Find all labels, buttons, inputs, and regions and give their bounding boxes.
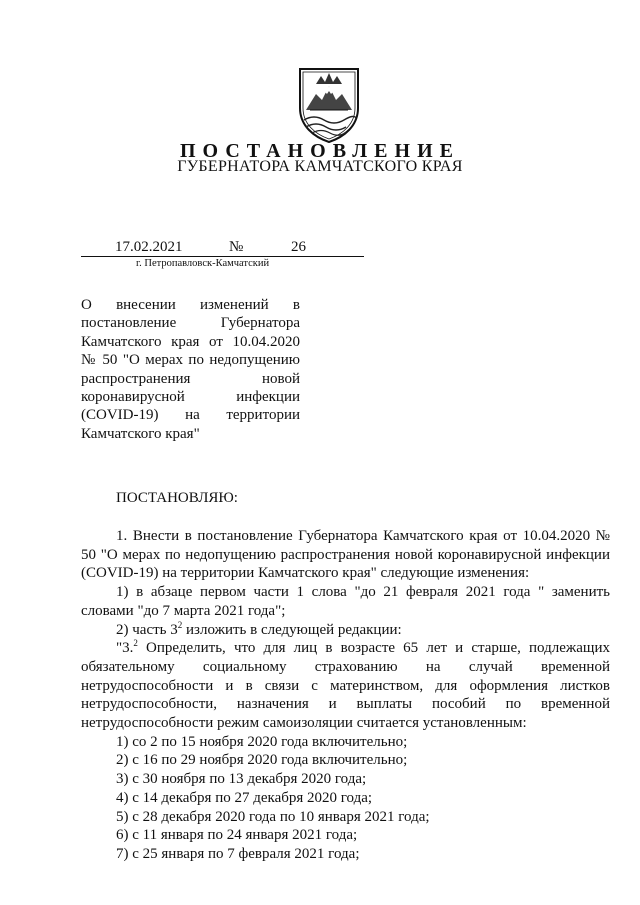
period-item: 7) с 25 января по 7 февраля 2021 года; bbox=[116, 845, 360, 862]
paragraph-3 bbox=[81, 621, 610, 640]
superscript: 2 bbox=[133, 638, 138, 649]
number-sign: № bbox=[229, 239, 244, 255]
paragraph-2: 1) в абзаце первом части 1 слова "до 21 февраля 2021 года " заменить словами "до 7 марта 2021 года"; bbox=[81, 584, 610, 619]
period-item: 6) с 11 января по 24 января 2021 года; bbox=[116, 827, 358, 844]
paragraph-3-text: 2) часть 3 bbox=[116, 621, 178, 638]
period-item: 3) с 30 ноября по 13 декабря 2020 года; bbox=[116, 771, 367, 788]
period-item: 4) с 14 декабря по 27 декабря 2020 года; bbox=[116, 789, 373, 806]
paragraph-4 bbox=[81, 639, 610, 733]
document-title: ПОСТАНОВЛЕНИЕ bbox=[180, 140, 460, 162]
document-date: 17.02.2021 bbox=[115, 239, 183, 255]
paragraph-1: 1. Внести в постановление Губернатора Камчатского края от 10.04.2020 № 50 "О мерах по недопущению распространения новой коронавирусной инфекции (COVID-19) на территории Камчатского края" следующие изменения: bbox=[81, 528, 610, 582]
document-subject: О внесении изменений в постановление Губернатора Камчатского края от 10.04.2020 № 50 "О мерах по недопущению распространения новой коронавирусной инфекции (COVID-19) на территории Камчатского края" bbox=[81, 297, 300, 442]
paragraph-3-tail: изложить в следующей редакции: bbox=[182, 621, 402, 638]
period-item: 2) с 16 по 29 ноября 2020 года включительно; bbox=[116, 752, 408, 769]
period-item: 1) со 2 по 15 ноября 2020 года включительно; bbox=[116, 733, 408, 750]
period-item: 5) с 28 декабря 2020 года по 10 января 2021 года; bbox=[116, 808, 430, 825]
paragraph-4-text: "3. bbox=[116, 640, 134, 657]
document-number: 26 bbox=[291, 239, 306, 255]
document-subtitle: ГУБЕРНАТОРА КАМЧАТСКОГО КРАЯ bbox=[177, 158, 463, 175]
document-body bbox=[81, 527, 610, 864]
underline-divider bbox=[81, 256, 364, 257]
kamchatka-coat-of-arms-icon bbox=[294, 64, 364, 144]
paragraph-4-tail: Определить, что для лиц в возрасте 65 лет и старше, подлежащих обязательному социальному страхованию на случай временной нетрудоспособности и в связи с материнством, для оформления листков нетрудоспособности, назначения и выплаты пособий по временной нетрудоспособности режим самоизоляции считается установленным: bbox=[81, 640, 610, 732]
date-number-line bbox=[81, 239, 364, 257]
superscript: 2 bbox=[177, 619, 183, 630]
document-place: г. Петропавловск-Камчатский bbox=[136, 258, 270, 269]
decree-heading: ПОСТАНОВЛЯЮ: bbox=[116, 490, 238, 506]
